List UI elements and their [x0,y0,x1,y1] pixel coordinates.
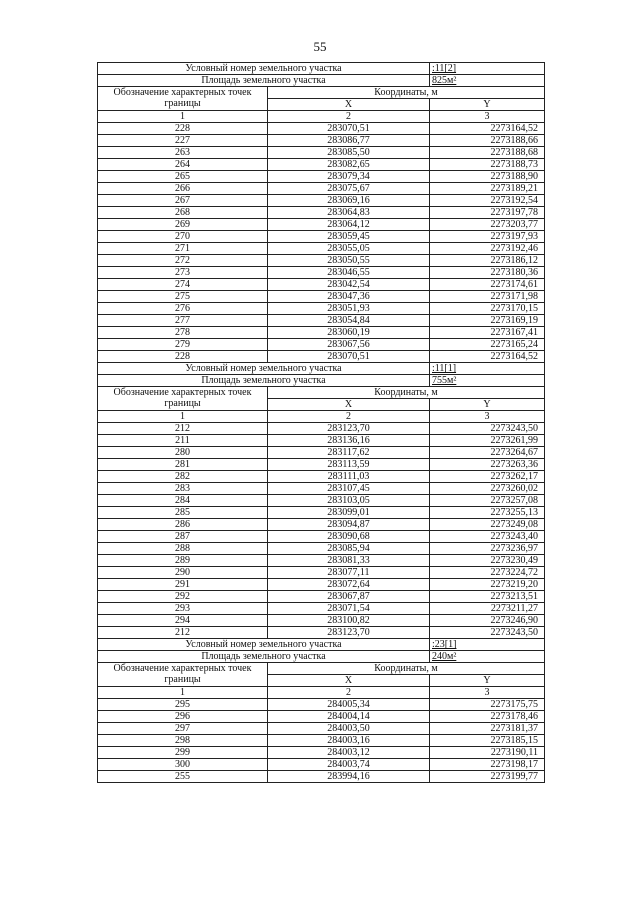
y-coordinate-cell: 2273188,73 [430,159,545,171]
point-id-cell: 278 [98,327,268,339]
table-row [98,327,545,339]
x-coordinate-cell: 283055,05 [268,243,430,255]
column-number-2: 2 [268,111,430,123]
y-coordinate-cell: 2273262,17 [430,471,545,483]
table-row [98,423,545,435]
y-coordinate-cell: 2273261,99 [430,435,545,447]
y-coordinate-cell: 2273169,19 [430,315,545,327]
table-row [98,267,545,279]
x-coordinate-cell: 283111,03 [268,471,430,483]
plot-area-value: 825м² [430,75,545,87]
x-coordinate-cell: 283136,16 [268,435,430,447]
coordinates-header: Координаты, м [268,387,545,399]
x-coordinate-cell: 283050,55 [268,255,430,267]
x-coordinate-cell: 283107,45 [268,483,430,495]
table-row [98,483,545,495]
x-coordinate-cell: 283072,64 [268,579,430,591]
x-coordinate-cell: 283079,34 [268,171,430,183]
point-id-cell: 283 [98,483,268,495]
table-row [98,351,545,363]
plot-area-row [98,375,545,387]
point-id-cell: 265 [98,171,268,183]
point-id-cell: 282 [98,471,268,483]
y-coordinate-cell: 2273186,12 [430,255,545,267]
x-coordinate-cell: 283069,16 [268,195,430,207]
table-row [98,435,545,447]
plot-number-value: :11[1] [430,363,545,375]
table-row [98,219,545,231]
table-row [98,255,545,267]
table-row [98,303,545,315]
x-coordinate-cell: 283059,45 [268,231,430,243]
table-row [98,171,545,183]
plot-number-row [98,63,545,75]
y-coordinate-cell: 2273189,21 [430,183,545,195]
plot-area-value: 755м² [430,375,545,387]
y-coordinate-cell: 2273197,93 [430,231,545,243]
table-row [98,459,545,471]
y-coordinate-cell: 2273164,52 [430,123,545,135]
boundary-points-table [97,62,545,783]
point-id-cell: 292 [98,591,268,603]
point-id-cell: 298 [98,735,268,747]
x-coordinate-cell: 283054,84 [268,315,430,327]
x-coordinate-cell: 283099,01 [268,507,430,519]
point-id-cell: 280 [98,447,268,459]
point-id-cell: 285 [98,507,268,519]
y-coordinate-cell: 2273257,08 [430,495,545,507]
y-coordinate-cell: 2273167,41 [430,327,545,339]
point-description-line1: Обозначение характерных точек [113,387,252,398]
plot-number-row [98,363,545,375]
point-id-cell: 266 [98,183,268,195]
y-coordinate-cell: 2273180,36 [430,267,545,279]
x-coordinate-cell: 283064,12 [268,219,430,231]
table-row [98,495,545,507]
table-row [98,531,545,543]
x-header: X [268,99,430,111]
point-id-cell: 295 [98,699,268,711]
x-coordinate-cell: 283090,68 [268,531,430,543]
point-description-header [98,87,268,111]
x-coordinate-cell: 283077,11 [268,567,430,579]
point-id-cell: 268 [98,207,268,219]
table-row [98,627,545,639]
point-id-cell: 286 [98,519,268,531]
x-coordinate-cell: 284003,16 [268,735,430,747]
table-row [98,615,545,627]
table-row [98,771,545,783]
point-description-line2: границы [164,98,201,109]
point-id-cell: 289 [98,555,268,567]
x-coordinate-cell: 283113,59 [268,459,430,471]
y-coordinate-cell: 2273164,52 [430,351,545,363]
column-number-row [98,411,545,423]
table-row [98,231,545,243]
table-row [98,135,545,147]
y-coordinate-cell: 2273198,17 [430,759,545,771]
x-coordinate-cell: 283075,67 [268,183,430,195]
x-coordinate-cell: 283085,50 [268,147,430,159]
y-coordinate-cell: 2273175,75 [430,699,545,711]
y-coordinate-cell: 2273165,24 [430,339,545,351]
x-coordinate-cell: 283067,87 [268,591,430,603]
y-header: Y [430,99,545,111]
point-description-line1: Обозначение характерных точек [113,87,252,98]
y-coordinate-cell: 2273264,67 [430,447,545,459]
y-coordinate-cell: 2273243,50 [430,423,545,435]
point-id-cell: 264 [98,159,268,171]
point-description-line1: Обозначение характерных точек [113,663,252,674]
column-number-2: 2 [268,411,430,423]
x-header: X [268,675,430,687]
x-coordinate-cell: 283103,05 [268,495,430,507]
point-id-cell: 274 [98,279,268,291]
y-coordinate-cell: 2273249,08 [430,519,545,531]
y-coordinate-cell: 2273188,68 [430,147,545,159]
point-description-line2: границы [164,674,201,685]
plot-area-label: Площадь земельного участка [98,375,430,387]
table-row [98,543,545,555]
column-number-row [98,687,545,699]
point-id-cell: 294 [98,615,268,627]
table-row [98,123,545,135]
y-coordinate-cell: 2273243,40 [430,531,545,543]
point-id-cell: 267 [98,195,268,207]
point-id-cell: 255 [98,771,268,783]
x-coordinate-cell: 283042,54 [268,279,430,291]
page-number: 55 [313,39,327,54]
table-row [98,183,545,195]
coordinates-header: Координаты, м [268,663,545,675]
plot-area-label: Площадь земельного участка [98,75,430,87]
x-coordinate-cell: 283100,82 [268,615,430,627]
column-number-3: 3 [430,687,545,699]
plot-area-value: 240м² [430,651,545,663]
y-coordinate-cell: 2273171,98 [430,291,545,303]
y-coordinate-cell: 2273170,15 [430,303,545,315]
y-coordinate-cell: 2273181,37 [430,723,545,735]
table-row [98,195,545,207]
x-coordinate-cell: 283071,54 [268,603,430,615]
x-coordinate-cell: 284004,14 [268,711,430,723]
x-coordinate-cell: 283094,87 [268,519,430,531]
x-coordinate-cell: 283070,51 [268,351,430,363]
y-coordinate-cell: 2273255,13 [430,507,545,519]
y-coordinate-cell: 2273178,46 [430,711,545,723]
point-id-cell: 270 [98,231,268,243]
point-id-cell: 277 [98,315,268,327]
y-coordinate-cell: 2273188,90 [430,171,545,183]
plot-number-value: :23[1] [430,639,545,651]
table-row [98,567,545,579]
table-row [98,747,545,759]
point-id-cell: 212 [98,423,268,435]
x-coordinate-cell: 283085,94 [268,543,430,555]
table-row [98,243,545,255]
x-coordinate-cell: 284003,50 [268,723,430,735]
table-row [98,279,545,291]
point-id-cell: 275 [98,291,268,303]
y-coordinate-cell: 2273213,51 [430,591,545,603]
table-row [98,579,545,591]
column-number-3: 3 [430,111,545,123]
x-coordinate-cell: 283994,16 [268,771,430,783]
x-coordinate-cell: 283046,55 [268,267,430,279]
y-coordinate-cell: 2273230,49 [430,555,545,567]
point-id-cell: 272 [98,255,268,267]
point-id-cell: 276 [98,303,268,315]
table-row [98,603,545,615]
table-body [98,63,545,783]
table-row [98,207,545,219]
y-header: Y [430,399,545,411]
y-coordinate-cell: 2273188,66 [430,135,545,147]
plot-area-row [98,75,545,87]
point-id-cell: 296 [98,711,268,723]
point-description-header [98,387,268,411]
table-row [98,315,545,327]
point-description-header [98,663,268,687]
table-row [98,591,545,603]
coordinates-document [97,62,544,783]
y-coordinate-cell: 2273190,11 [430,747,545,759]
point-id-cell: 227 [98,135,268,147]
point-id-cell: 297 [98,723,268,735]
point-id-cell: 228 [98,351,268,363]
y-coordinate-cell: 2273199,77 [430,771,545,783]
point-id-cell: 269 [98,219,268,231]
x-coordinate-cell: 283064,83 [268,207,430,219]
column-number-3: 3 [430,411,545,423]
point-id-cell: 299 [98,747,268,759]
point-id-cell: 284 [98,495,268,507]
x-coordinate-cell: 284005,34 [268,699,430,711]
y-coordinate-cell: 2273260,02 [430,483,545,495]
header-row [98,87,545,99]
plot-number-label: Условный номер земельного участка [98,63,430,75]
y-coordinate-cell: 2273224,72 [430,567,545,579]
x-coordinate-cell: 283123,70 [268,627,430,639]
table-row [98,339,545,351]
x-header: X [268,399,430,411]
y-coordinate-cell: 2273243,50 [430,627,545,639]
table-row [98,711,545,723]
y-coordinate-cell: 2273211,27 [430,603,545,615]
x-coordinate-cell: 283051,93 [268,303,430,315]
header-row [98,387,545,399]
point-id-cell: 271 [98,243,268,255]
plot-number-label: Условный номер земельного участка [98,363,430,375]
table-row [98,699,545,711]
point-id-cell: 293 [98,603,268,615]
table-row [98,519,545,531]
x-coordinate-cell: 283047,36 [268,291,430,303]
table-row [98,507,545,519]
x-coordinate-cell: 283081,33 [268,555,430,567]
column-number-1: 1 [98,411,268,423]
table-row [98,735,545,747]
x-coordinate-cell: 283070,51 [268,123,430,135]
point-id-cell: 281 [98,459,268,471]
point-id-cell: 291 [98,579,268,591]
plot-area-row [98,651,545,663]
y-coordinate-cell: 2273246,90 [430,615,545,627]
y-coordinate-cell: 2273185,15 [430,735,545,747]
table-row [98,159,545,171]
table-row [98,555,545,567]
point-id-cell: 290 [98,567,268,579]
y-coordinate-cell: 2273192,54 [430,195,545,207]
column-number-2: 2 [268,687,430,699]
coordinates-header: Координаты, м [268,87,545,99]
y-coordinate-cell: 2273203,77 [430,219,545,231]
x-coordinate-cell: 283082,65 [268,159,430,171]
table-row [98,291,545,303]
column-number-1: 1 [98,687,268,699]
x-coordinate-cell: 283123,70 [268,423,430,435]
table-row [98,447,545,459]
y-coordinate-cell: 2273219,20 [430,579,545,591]
x-coordinate-cell: 284003,12 [268,747,430,759]
y-coordinate-cell: 2273197,78 [430,207,545,219]
y-header: Y [430,675,545,687]
x-coordinate-cell: 283086,77 [268,135,430,147]
table-row [98,471,545,483]
point-id-cell: 288 [98,543,268,555]
x-coordinate-cell: 283117,62 [268,447,430,459]
plot-area-label: Площадь земельного участка [98,651,430,663]
plot-number-value: :11[2] [430,63,545,75]
column-number-1: 1 [98,111,268,123]
table-row [98,759,545,771]
y-coordinate-cell: 2273236,97 [430,543,545,555]
point-id-cell: 300 [98,759,268,771]
point-id-cell: 228 [98,123,268,135]
point-id-cell: 211 [98,435,268,447]
x-coordinate-cell: 283067,56 [268,339,430,351]
point-id-cell: 279 [98,339,268,351]
header-row [98,663,545,675]
x-coordinate-cell: 283060,19 [268,327,430,339]
point-id-cell: 212 [98,627,268,639]
point-description-line2: границы [164,398,201,409]
point-id-cell: 273 [98,267,268,279]
x-coordinate-cell: 284003,74 [268,759,430,771]
y-coordinate-cell: 2273192,46 [430,243,545,255]
plot-number-row [98,639,545,651]
y-coordinate-cell: 2273263,36 [430,459,545,471]
y-coordinate-cell: 2273174,61 [430,279,545,291]
column-number-row [98,111,545,123]
plot-number-label: Условный номер земельного участка [98,639,430,651]
point-id-cell: 287 [98,531,268,543]
table-row [98,147,545,159]
table-row [98,723,545,735]
point-id-cell: 263 [98,147,268,159]
